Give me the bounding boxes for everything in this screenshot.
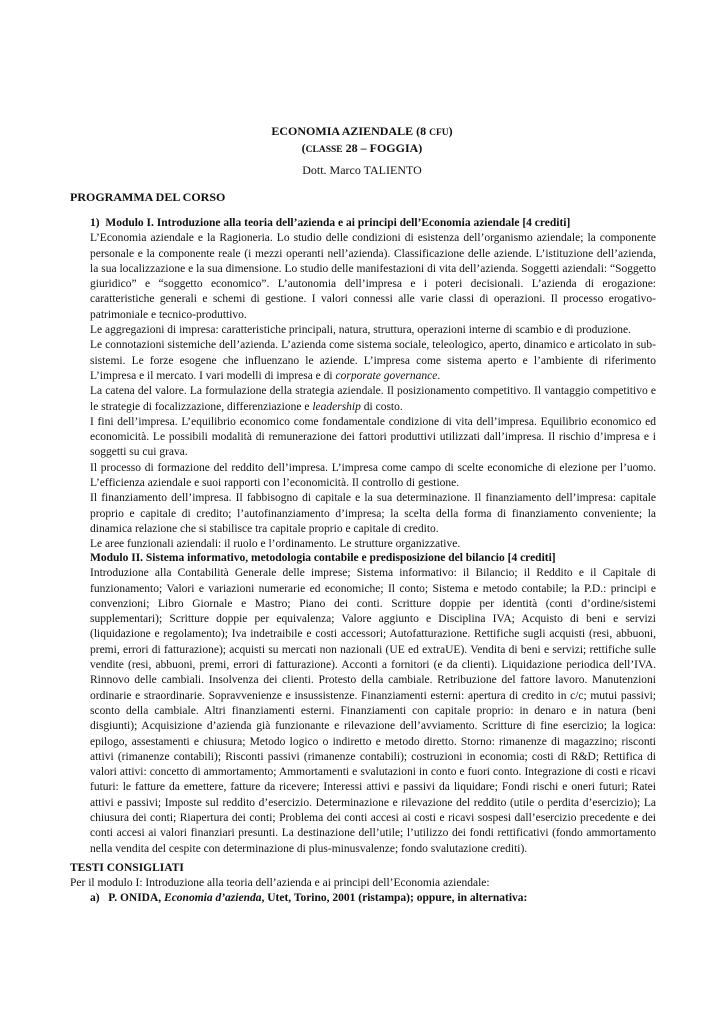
modulo-1-paragraph: Il finanziamento dell’impresa. Il fabbisogno di capitale e la sua determinazione. Il finanziamento dell’impresa: capitale proprio e capitale di credito; l’autofinanziamento d’impresa; la scelta della forma di finanziamento conveniente; la dinamica relazione che si stabilisce tra capitale proprio e capitale di credito.: [90, 492, 656, 535]
modulo-1-paragraph: I fini dell’impresa. L’equilibrio economico come fondamentale condizione di vita dell’impresa. Equilibrio economico ed economicità. Le possibili modalità di remunerazione dei fattori produttivi utilizzati dall’impresa. Il rischio d’impresa e i soggetti su cui grava.: [90, 415, 656, 459]
testi-heading: TESTI CONSIGLIATI: [70, 862, 184, 874]
document-header: [0, 124, 724, 157]
modulo-1-paragraph: Le aree funzionali aziendali: il ruolo e l’ordinamento. Le strutture organizzative.: [90, 538, 461, 551]
programma-heading: PROGRAMMA DEL CORSO: [70, 190, 226, 204]
book-item: a) P. ONIDA, Economia d’azienda, Utet, Torino, 2001 (ristampa); oppure, in alternativa:: [90, 892, 528, 905]
modulo-1-section: [90, 216, 656, 553]
course-class: (CLASSE 28 – FOGGIA): [301, 140, 423, 155]
author-name: Dott. Marco TALIENTO: [302, 163, 422, 177]
modulo-1-paragraph: Le connotazioni sistemiche dell’azienda. L’azienda come sistema sociale, teleologico, aperto, dinamico e articolato in sub-sistemi. Le forze esogene che influenzano le aziende. L’impresa come sistema aperto e l’ambiente di riferimento L’impresa e il mercato. I vari modelli di impresa e di corporate governance.: [90, 339, 656, 382]
modulo-2-title: Modulo II. Sistema informativo, metodologia contabile e predisposizione del bilancio [4 crediti]: [90, 552, 556, 564]
modulo-1-paragraph: Il processo di formazione del reddito dell’impresa. L’impresa come campo di scelte economiche di elezione per l’uomo. L’efficienza aziendale e suoi rapporti con l’economicità. Il controllo di gestione.: [90, 461, 656, 490]
modulo-2-text: Introduzione alla Contabilità Generale delle imprese; Sistema informativo: il Bilancio; il Reddito e il Capitale di funzionamento; Valori e variazioni numerarie ed economiche; Il conto; Sistema e metodo contabile; la P.D.: principi e convenzioni; Libro Giornale e Mastro; Piano dei conti. Scritture doppie per identità (conti d’ordine/sistemi supplementari); Scritture doppie per equivalenza; Valore aggiunto e Disciplina IVA; Acquisto di beni e servizi (liquidazione e regolamento); Iva indetraibile e costi accessori; Autofatturazione. Rettifiche sugli acquisti (resi, abbuoni, premi, errori di fatturazione); acquisti su mercati non nazionali (UE ed extraUE). Vendita di beni e servizi; rettifiche sulle vendite (resi, abbuoni, premi, errori di fatturazione). Acconti a fornitori (e da clienti). Liquidazione periodica dell’IVA. Rinnovo delle cambiali. Insolvenza dei clienti. Protesto della cambiale. Retribuzione del fattore lavoro. Manutenzioni ordinarie e straordinarie. Sopravvenienze e insussistenze. Finanziamenti esterni: apertura di credito in c/c; mutui passivi; sconto della cambiale. Altri finanziamenti esterni. Finanziamenti con capitale proprio: in denaro e in natura (beni disgiunti); Acquisizione d’azienda già funzionante e rilevazione dell’avviamento. Scritture di fine esercizio; la logica: epilogo, assestamenti e chiusura; Metodo logico o indiretto e metodo diretto. Storno: rimanenze di magazzino; risconti attivi (rimanenze contabili); Risconti passivi (rimanenze contabili); costruzioni in economia; costi di R&D; Rettifica di valori attivi: concetto di ammortamento; Ammortamenti e svalutazioni in conto e fuori conto. Integrazione di costi e ricavi futuri: le fatture da emettere, fatture da ricevere; Interessi attivi e passivi da liquidare; Fondi rischi e oneri futuri; Ratei attivi e passivi; Imposte sul reddito d’esercizio. Determinazione e rilevazione del reddito (utile o perdita d’esercizio); La chiusura dei conti; Riapertura dei conti; Problema dei conti accesi ai costi e ricavi sospesi dall’esercizio precedente e dei conti accesi ai valori finanziari presunti. La destinazione dell’utile; l’utilizzo dei fondi rettificativi (fondo ammortamento nella vendita del cespite con determinazione di plus-minusvalenze; fondo svalutazione crediti).: [90, 567, 656, 855]
modulo-1-title: 1) Modulo I. Introduzione alla teoria dell’azienda e ai principi dell’Economia aziendale [4 crediti]: [90, 217, 571, 229]
testi-intro: Per il modulo I: Introduzione alla teoria dell’azienda e ai principi dell’Economia aziendale:: [70, 877, 490, 890]
modulo-1-paragraph: L’Economia aziendale e la Ragioneria. Lo studio delle condizioni di esistenza dell’organismo aziendale; la componente personale e la componente reale (i mezzi operanti nell’azienda). Classificazione delle aziende. L’istituzione dell’azienda, la sua localizzazione e la sua dimensione. Lo studio delle manifestazioni di vita dell’azienda. Soggetti aziendali: “Soggetto giuridico” e “soggetto economico”. L’autonomia dell’impresa e i poteri decisionali. L’azienda di erogazione: caratteristiche generali e schemi di gestione. I valori connessi alle varie classi di operazioni. Il processo erogativo-patrimoniale e tecnico-produttivo.: [90, 232, 656, 321]
testi-consigliati-section: [70, 861, 670, 907]
modulo-2-section: [90, 551, 656, 857]
modulo-1-paragraph: La catena del valore. La formulazione della strategia aziendale. Il posizionamento competitivo. Il vantaggio competitivo e le strategie di focalizzazione, differenziazione e leadership di costo.: [90, 385, 656, 413]
course-title: ECONOMIA AZIENDALE (8 CFU): [271, 124, 453, 138]
modulo-1-paragraph: Le aggregazioni di impresa: caratteristiche principali, natura, struttura, operazioni interne di scambio e di produzione.: [90, 324, 631, 337]
